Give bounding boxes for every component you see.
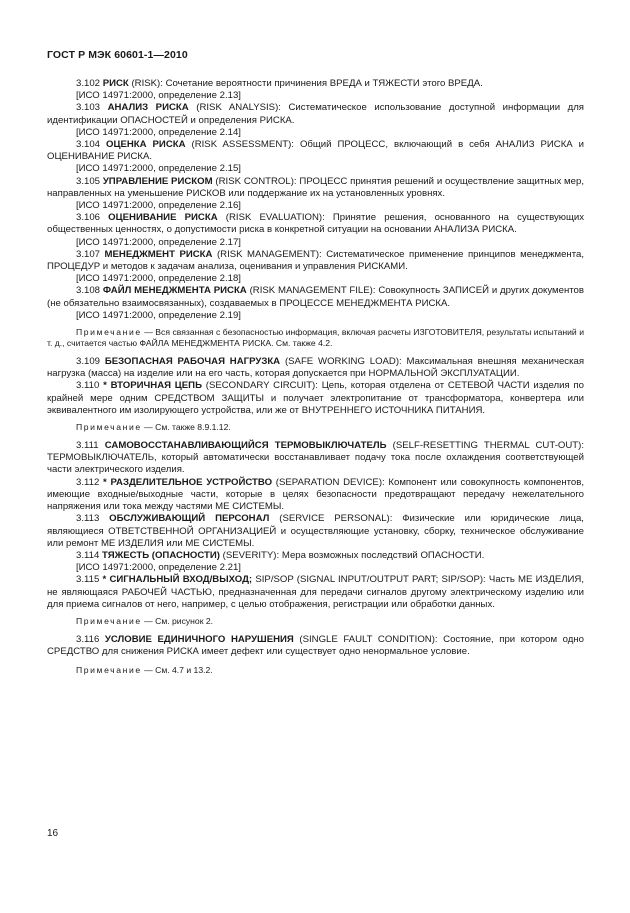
note-label: Примечание [76, 327, 142, 338]
definition-3-105: 3.105 УПРАВЛЕНИЕ РИСКОМ (RISK CONTROL): ПРОЦЕСС принятия решений и осуществление защитных мер, направленных на уменьшение РИСКОВ или поддержание их на установленных уровнях. [47, 175, 584, 199]
reference: [ИСО 14971:2000, определение 2.16] [76, 200, 241, 212]
definition-3-113: 3.113 ОБСЛУЖИВАЮЩИЙ ПЕРСОНАЛ (SERVICE PERSONAL): Физические или юридические лица, являющиеся ОТВЕТСТВЕННОЙ ОРГАНИЗАЦИЕЙ и осуществляющие установку, сборку, техническое обслуживание или ремонт МЕ ИЗДЕЛИЯ или МЕ СИСТЕМЫ. [47, 513, 584, 549]
reference: [ИСО 14971:2000, определение 2.14] [76, 126, 241, 138]
definition-3-104: 3.104 ОЦЕНКА РИСКА (RISK ASSESSMENT): Общий ПРОЦЕСС, включающий в себя АНАЛИЗ РИСКА и ОЦЕНИВАНИЕ РИСКА. [47, 139, 585, 163]
definition-3-111: 3.111 САМОВОССТАНАВЛИВАЮЩИЙСЯ ТЕРМОВЫКЛЮЧАТЕЛЬ (SELF-RESETTING THERMAL CUT-OUT): ТЕРМОВЫКЛЮЧАТЕЛЬ, который автоматически восстанавливает подачу тока после охлаждения соответствующей части электрического изделия. [47, 440, 584, 476]
note: Примечание — См. рисунок 2. [76, 615, 214, 626]
reference: [ИСО 14971:2000, определение 2.15] [76, 163, 241, 175]
definition-3-114: 3.114 ТЯЖЕСТЬ (ОПАСНОСТИ) (SEVERITY): Мера возможных последствий ОПАСНОСТИ. [76, 549, 485, 561]
note-label: Примечание [76, 665, 142, 676]
definition-3-115: 3.115 * СИГНАЛЬНЫЙ ВХОД/ВЫХОД; SIP/SOP (SIGNAL INPUT/OUTPUT PART; SIP/SOP): Часть МЕ ИЗДЕЛИЯ, не являющаяся РАБОЧЕЙ ЧАСТЬЮ, предназначенная для передачи сигналов другому электрическому изделию или для приема сигналов от него, например, с целью отображения, регистрации или обработки данных. [47, 574, 585, 610]
document-header: ГОСТ Р МЭК 60601-1—2010 [47, 49, 188, 61]
definition-3-106: 3.106 ОЦЕНИВАНИЕ РИСКА (RISK EVALUATION): Принятие решения, основанного на существующих общественных ценностях, о допустимости риска в конкретной ситуации на основании АНАЛИЗА РИСКА. [47, 212, 584, 236]
note-label: Примечание [76, 615, 142, 626]
note: Примечание — См. 4.7 и 13.2. [76, 665, 213, 676]
reference: [ИСО 14971:2000, определение 2.17] [76, 236, 241, 248]
note: Примечание — Вся связанная с безопасностью информация, включая расчеты ИЗГОТОВИТЕЛЯ, результаты испытаний и т. д., считается частью ФАЙЛА МЕНЕДЖМЕНТА РИСКА. См. также 4.2. [47, 327, 584, 349]
definition-3-109: 3.109 БЕЗОПАСНАЯ РАБОЧАЯ НАГРУЗКА (SAFE WORKING LOAD): Максимальная внешняя механическая нагрузка (масса) на изделие или на его часть, которая допускается при НОРМАЛЬНОЙ ЭКСПЛУАТАЦИИ. [47, 356, 585, 380]
definition-3-108: 3.108 ФАЙЛ МЕНЕДЖМЕНТА РИСКА (RISK MANAGEMENT FILE): Совокупность ЗАПИСЕЙ и других документов (не обязательно взаимосвязанных), создаваемых в ПРОЦЕССЕ МЕНЕДЖМЕНТА РИСКА. [47, 285, 584, 309]
note: Примечание — См. также 8.9.1.12. [76, 422, 231, 433]
definition-3-107: 3.107 МЕНЕДЖМЕНТ РИСКА (RISK MANAGEMENT): Систематическое применение принципов менеджмента, ПРОЦЕДУР и методов к задачам анализа, оценивания и управления РИСКАМИ. [47, 248, 585, 273]
definition-3-116: 3.116 УСЛОВИЕ ЕДИНИЧНОГО НАРУШЕНИЯ (SINGLE FAULT CONDITION): Состояние, при котором одно СРЕДСТВО для снижения РИСКА имеет дефект или существует одно ненормальное условие. [47, 633, 584, 658]
definition-3-112: 3.112 * РАЗДЕЛИТЕЛЬНОЕ УСТРОЙСТВО (SEPARATION DEVICE): Компонент или совокупность компонентов, имеющие входные/выходные части, которые в целях безопасности предотвращают передачу нежелательного напряжения или тока между частями МЕ СИСТЕМЫ. [47, 476, 584, 513]
note-label: Примечание [76, 422, 142, 433]
page-number: 16 [47, 828, 59, 839]
definition-3-110: 3.110 * ВТОРИЧНАЯ ЦЕПЬ (SECONDARY CIRCUIT): Цепь, которая отделена от СЕТЕВОЙ ЧАСТИ изделия по крайней мере одним СРЕДСТВОМ ЗАЩИТЫ и получает электропитание от трансформатора, конвертера или эквивалентного им изолирующего устройства, или же от ВНУТРЕННЕГО ИСТОЧНИКА ПИТАНИЯ. [47, 380, 585, 416]
definition-3-103: 3.103 АНАЛИЗ РИСКА (RISK ANALYSIS): Систематическое использование доступной информации для идентификации ОПАСНОСТЕЙ и определения РИСКА. [47, 102, 584, 126]
reference: [ИСО 14971:2000, определение 2.13] [76, 90, 241, 102]
reference: [ИСО 14971:2000, определение 2.21] [76, 562, 241, 574]
reference: [ИСО 14971:2000, определение 2.19] [76, 309, 241, 321]
document-body [47, 78, 584, 676]
definition-3-102: 3.102 РИСК (RISK): Сочетание вероятности причинения ВРЕДА и ТЯЖЕСТИ этого ВРЕДА. [76, 78, 483, 89]
reference: [ИСО 14971:2000, определение 2.18] [76, 273, 241, 285]
